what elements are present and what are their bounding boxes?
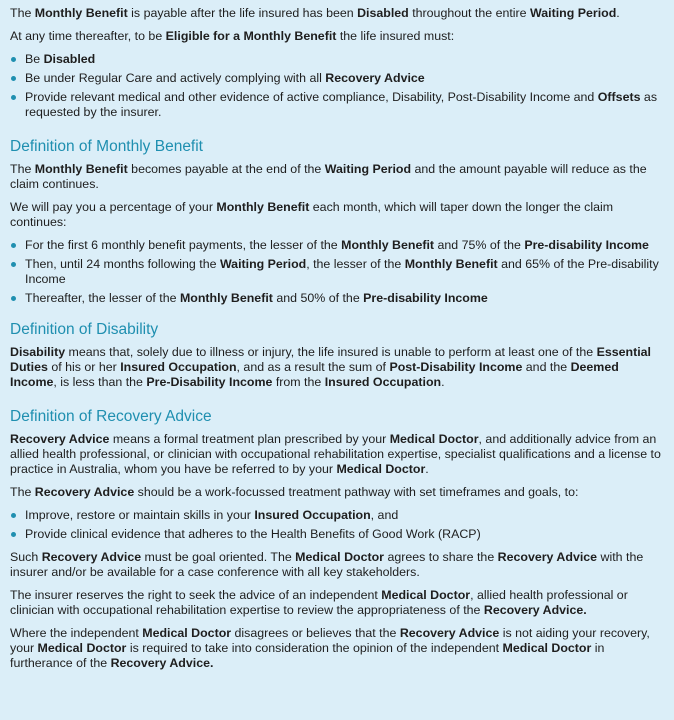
bullet-icon bbox=[11, 296, 16, 301]
list-item bbox=[10, 508, 664, 523]
text-run: agrees to share the bbox=[384, 550, 498, 564]
bullet-icon bbox=[11, 532, 16, 537]
monthly-benefit-paragraph-1 bbox=[10, 162, 664, 192]
section-recovery-advice bbox=[10, 408, 664, 671]
text-run: For the first 6 monthly benefit payments, the lesser of the bbox=[25, 238, 342, 252]
defined-term: Insured Occupation bbox=[324, 375, 442, 389]
text-run: , and additionally advice from an allied health professional, or clinician with occupational rehabilitation expertise, specialist qualifications and a license to practice in Australia, whom you have be referred to by your bbox=[10, 432, 661, 476]
text-run: means a formal treatment plan prescribed by your bbox=[109, 432, 390, 446]
defined-term: Recovery Advice bbox=[41, 550, 142, 564]
list-item bbox=[10, 257, 664, 287]
defined-term: Monthly Benefit bbox=[404, 257, 498, 271]
recovery-paragraph-3 bbox=[10, 550, 664, 580]
defined-term: Post-Disability Income bbox=[389, 360, 523, 374]
defined-term: Recovery Advice bbox=[10, 432, 110, 446]
text-run: Such bbox=[10, 550, 42, 564]
text-run: We will pay you a percentage of your bbox=[10, 200, 217, 214]
text-run: must be goal oriented. The bbox=[141, 550, 296, 564]
bullet-icon bbox=[11, 243, 16, 248]
list-item-text bbox=[25, 508, 398, 522]
text-run: throughout the entire bbox=[408, 6, 531, 20]
defined-term: Medical Doctor bbox=[502, 641, 592, 655]
text-run: becomes payable at the end of the bbox=[127, 162, 325, 176]
bullet-icon bbox=[11, 57, 16, 62]
text-run: Where the independent bbox=[10, 626, 143, 640]
text-run: , the lesser of the bbox=[306, 257, 405, 271]
defined-term: Recovery Advice. bbox=[483, 603, 587, 617]
defined-term: Pre-disability Income bbox=[524, 238, 649, 252]
list-item bbox=[10, 291, 664, 306]
text-run: Thereafter, the lesser of the bbox=[25, 291, 180, 305]
defined-term: Eligible for a Monthly Benefit bbox=[165, 29, 337, 43]
defined-term: Pre-disability Income bbox=[363, 291, 488, 305]
section-heading: Definition of Monthly Benefit bbox=[10, 138, 203, 155]
text-run: is required to take into consideration the opinion of the independent bbox=[126, 641, 503, 655]
text-run: is payable after the life insured has been bbox=[127, 6, 358, 20]
text-run: At any time thereafter, to be bbox=[10, 29, 166, 43]
bullet-icon bbox=[11, 262, 16, 267]
text-run: and 50% of the bbox=[272, 291, 364, 305]
defined-term: Medical Doctor bbox=[336, 462, 426, 476]
text-run: The insurer reserves the right to seek the advice of an independent bbox=[10, 588, 382, 602]
text-run: as requested by the insurer. bbox=[25, 90, 658, 119]
text-run: , allied health professional or clinician with occupational rehabilitation expertise to review the appropriateness of the bbox=[10, 588, 628, 617]
eligibility-list bbox=[10, 52, 664, 120]
text-run: is not aiding your recovery, your bbox=[10, 626, 650, 655]
defined-term: Monthly Benefit bbox=[34, 162, 128, 176]
bullet-icon bbox=[11, 95, 16, 100]
text-run: Be under Regular Care and actively complying with all bbox=[25, 71, 326, 85]
text-run: Then, until 24 months following the bbox=[25, 257, 220, 271]
defined-term: Deemed Income bbox=[10, 360, 619, 389]
text-run: , is less than the bbox=[53, 375, 147, 389]
defined-term: Disabled bbox=[357, 6, 409, 20]
text-run: each month, which will taper down the longer the claim continues: bbox=[10, 200, 614, 229]
list-item-text bbox=[25, 238, 649, 252]
defined-term: Monthly Benefit bbox=[216, 200, 310, 214]
defined-term: Disabled bbox=[43, 52, 96, 66]
defined-term: Recovery Advice bbox=[325, 71, 425, 85]
defined-term: Waiting Period bbox=[324, 162, 412, 176]
bullet-icon bbox=[11, 513, 16, 518]
recovery-paragraph-4 bbox=[10, 588, 664, 618]
text-run: The bbox=[10, 6, 35, 20]
defined-term: Recovery Advice bbox=[497, 550, 598, 564]
defined-term: Recovery Advice bbox=[34, 485, 135, 499]
recovery-goals-list bbox=[10, 508, 664, 542]
defined-term: Medical Doctor bbox=[381, 588, 471, 602]
defined-term: Medical Doctor bbox=[37, 641, 127, 655]
text-run: Improve, restore or maintain skills in your bbox=[25, 508, 255, 522]
defined-term: Medical Doctor bbox=[389, 432, 479, 446]
defined-term: Waiting Period bbox=[219, 257, 307, 271]
list-item bbox=[10, 238, 664, 253]
defined-term: Disability bbox=[10, 345, 66, 359]
recovery-paragraph-2 bbox=[10, 485, 664, 500]
list-item-text bbox=[25, 52, 95, 66]
defined-term: Medical Doctor bbox=[142, 626, 232, 640]
text-run: means that, solely due to illness or injury, the life insured is unable to perform at least one of the bbox=[65, 345, 597, 359]
text-run: The bbox=[10, 162, 35, 176]
text-run: , and as a result the sum of bbox=[236, 360, 390, 374]
text-run: and the amount payable will reduce as the claim continues. bbox=[10, 162, 647, 191]
defined-term: Monthly Benefit bbox=[341, 238, 435, 252]
text-run: , and bbox=[370, 508, 399, 522]
intro-paragraph-2 bbox=[10, 29, 664, 44]
text-run: Provide relevant medical and other evidence of active compliance, Disability, Post-Disability Income and bbox=[25, 90, 598, 104]
defined-term: Pre-Disability Income bbox=[146, 375, 273, 389]
text-run: with the insurer and/or be available for a case conference with all key stakeholders. bbox=[10, 550, 644, 579]
defined-term: Essential Duties bbox=[10, 345, 651, 374]
defined-term: Recovery Advice bbox=[399, 626, 500, 640]
defined-term: Monthly Benefit bbox=[179, 291, 273, 305]
list-item-text bbox=[25, 527, 481, 541]
taper-list bbox=[10, 238, 664, 306]
list-item bbox=[10, 71, 664, 86]
section-monthly-benefit bbox=[10, 138, 664, 306]
defined-term: Monthly Benefit bbox=[34, 6, 128, 20]
list-item-text bbox=[25, 257, 659, 286]
text-run: and the bbox=[522, 360, 571, 374]
list-item-text bbox=[25, 90, 657, 119]
recovery-paragraph-1 bbox=[10, 432, 664, 477]
recovery-paragraph-5 bbox=[10, 626, 664, 671]
defined-term: Medical Doctor bbox=[295, 550, 384, 564]
section-heading: Definition of Disability bbox=[10, 321, 159, 338]
list-item-text bbox=[25, 291, 488, 305]
defined-term: Insured Occupation bbox=[120, 360, 237, 374]
defined-term: Recovery Advice. bbox=[110, 656, 214, 670]
defined-term: Waiting Period bbox=[530, 6, 617, 20]
section-disability bbox=[10, 321, 664, 390]
list-item-text bbox=[25, 71, 425, 85]
text-run: of his or her bbox=[47, 360, 121, 374]
text-run: Provide clinical evidence that adheres to the Health Benefits of Good Work (RACP) bbox=[25, 527, 481, 541]
defined-term: Offsets bbox=[597, 90, 641, 104]
text-run: . bbox=[441, 375, 445, 389]
text-run: in furtherance of the bbox=[10, 641, 605, 670]
section-heading: Definition of Recovery Advice bbox=[10, 408, 212, 425]
text-run: The bbox=[10, 485, 35, 499]
text-run: . bbox=[425, 462, 429, 476]
list-item bbox=[10, 52, 664, 67]
monthly-benefit-paragraph-2 bbox=[10, 200, 664, 230]
text-run: the life insured must: bbox=[336, 29, 455, 43]
intro-paragraph-1 bbox=[10, 6, 664, 21]
list-item bbox=[10, 90, 664, 120]
list-item bbox=[10, 527, 664, 542]
text-run: and 75% of the bbox=[434, 238, 525, 252]
text-run: . bbox=[616, 6, 620, 20]
defined-term: Insured Occupation bbox=[254, 508, 371, 522]
text-run: from the bbox=[272, 375, 325, 389]
text-run: Be bbox=[25, 52, 44, 66]
text-run: disagrees or believes that the bbox=[231, 626, 400, 640]
disability-paragraph bbox=[10, 345, 664, 390]
text-run: and 65% of the Pre-disability Income bbox=[25, 257, 659, 286]
text-run: should be a work-focussed treatment pathway with set timeframes and goals, to: bbox=[134, 485, 579, 499]
bullet-icon bbox=[11, 76, 16, 81]
